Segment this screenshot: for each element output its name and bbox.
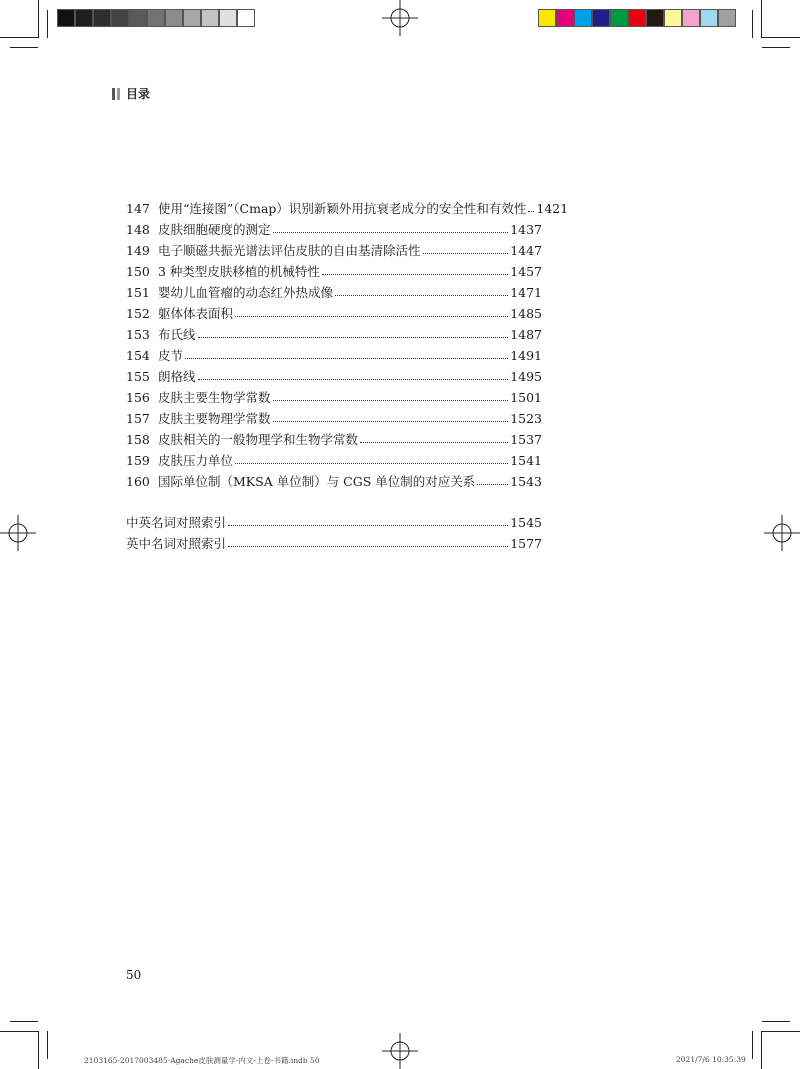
dot-leader	[477, 476, 508, 485]
toc-entry-title: 3 种类型皮肤移植的机械特性	[158, 264, 320, 279]
index-entry-title: 中英名词对照索引	[126, 515, 227, 530]
registration-mark-left	[0, 515, 36, 551]
toc-entry-page: 1495	[510, 369, 542, 384]
toc-entry-title: 国际单位制（MKSA 单位制）与 CGS 单位制的对应关系	[158, 474, 476, 489]
process-swatch	[700, 9, 718, 27]
grayscale-swatch	[237, 9, 255, 27]
dot-leader	[273, 392, 509, 401]
process-swatch	[718, 9, 736, 27]
toc-entry-title: 皮肤压力单位	[158, 453, 234, 468]
toc-entry-page: 1471	[510, 285, 542, 300]
grayscale-swatch	[147, 9, 165, 27]
toc-entry[interactable]	[126, 387, 542, 408]
toc-entry-number: 150	[126, 264, 150, 279]
toc-entry[interactable]	[126, 471, 542, 492]
process-swatch	[646, 9, 664, 27]
toc-entry-title: 皮肤主要物理学常数	[158, 411, 271, 426]
toc-entry-title: 婴幼儿血管瘤的动态红外热成像	[158, 285, 334, 300]
grayscale-swatch	[93, 9, 111, 27]
toc-entry-number: 158	[126, 432, 150, 447]
index-entry-page: 1545	[510, 515, 542, 530]
dot-leader	[235, 455, 508, 464]
toc-entry-page: 1437	[510, 222, 542, 237]
grayscale-swatch	[129, 9, 147, 27]
header-bar-marker	[112, 88, 115, 100]
toc-entry[interactable]	[126, 324, 542, 345]
toc-entry[interactable]	[126, 408, 542, 429]
toc-entry-number: 154	[126, 348, 150, 363]
process-swatch	[628, 9, 646, 27]
process-swatch	[610, 9, 628, 27]
toc-entry-page: 1541	[510, 453, 542, 468]
toc-entry-title: 躯体体表面积	[158, 306, 234, 321]
grayscale-swatch	[111, 9, 129, 27]
dot-leader	[528, 203, 534, 212]
toc-entry-page: 1485	[510, 306, 542, 321]
toc-entry-number: 160	[126, 474, 150, 489]
toc-entry[interactable]	[126, 261, 542, 282]
process-swatch	[664, 9, 682, 27]
header-title: 目录	[126, 87, 151, 101]
dot-leader	[322, 266, 508, 275]
toc-entry-title: 使用“连接图”（Cmap）识别新颖外用抗衰老成分的安全性和有效性	[158, 201, 527, 216]
toc-entry[interactable]	[126, 366, 542, 387]
dot-leader	[198, 329, 509, 338]
process-swatch	[592, 9, 610, 27]
toc-entry-title: 皮肤细胞硬度的测定	[158, 222, 271, 237]
slug-file-info: 2103165-2017003485-Agache皮肤测量学-内文-上卷-书籍.indb 50	[84, 1056, 320, 1065]
toc-entry-title: 朗格线	[158, 369, 196, 384]
dot-leader	[360, 434, 508, 443]
toc-entry-page: 1523	[510, 411, 542, 426]
dot-leader	[228, 517, 508, 526]
toc-entry[interactable]	[126, 303, 542, 324]
grayscale-swatch	[57, 9, 75, 27]
index-entry-title: 英中名词对照索引	[126, 536, 227, 551]
toc-entry-page: 1447	[510, 243, 542, 258]
dot-leader	[273, 224, 509, 233]
toc-entry-page: 1501	[510, 390, 542, 405]
toc-entry-title: 电子顺磁共振光谱法评估皮肤的自由基清除活性	[158, 243, 421, 258]
grayscale-swatch	[75, 9, 93, 27]
process-swatch	[538, 9, 556, 27]
dot-leader	[423, 245, 509, 254]
grayscale-swatch	[183, 9, 201, 27]
grayscale-swatch	[201, 9, 219, 27]
toc-entry-number: 159	[126, 453, 150, 468]
toc-entry-number: 147	[126, 201, 150, 216]
toc-entry[interactable]	[126, 219, 542, 240]
index-entry[interactable]	[126, 512, 542, 533]
process-color-bar	[538, 9, 736, 27]
toc-entry[interactable]	[126, 198, 569, 219]
index-list	[126, 512, 542, 554]
toc-entry-title: 皮肤相关的一般物理学和生物学常数	[158, 432, 359, 447]
dot-leader	[185, 350, 508, 359]
toc-entry-page: 1537	[510, 432, 542, 447]
header-bar-marker	[117, 88, 120, 100]
toc-entry-title: 皮肤主要生物学常数	[158, 390, 271, 405]
toc-entry-title: 皮节	[158, 348, 184, 363]
grayscale-swatch	[219, 9, 237, 27]
running-header	[112, 85, 150, 102]
toc-entry-number: 151	[126, 285, 150, 300]
toc-entry-number: 156	[126, 390, 150, 405]
dot-leader	[235, 308, 508, 317]
grayscale-swatch	[165, 9, 183, 27]
toc-entry[interactable]	[126, 429, 542, 450]
toc-entry[interactable]	[126, 450, 542, 471]
grayscale-color-bar	[57, 9, 255, 27]
toc-entry-number: 152	[126, 306, 150, 321]
toc-entry[interactable]	[126, 345, 542, 366]
toc-entry[interactable]	[126, 240, 542, 261]
toc-entry-page: 1491	[510, 348, 542, 363]
toc-entry-number: 149	[126, 243, 150, 258]
toc-entry-title: 布氏线	[158, 327, 196, 342]
dot-leader	[228, 538, 508, 547]
index-entry[interactable]	[126, 533, 542, 554]
toc-entry-number: 157	[126, 411, 150, 426]
index-entry-page: 1577	[510, 536, 542, 551]
slug-timestamp: 2021/7/6 10:35:39	[676, 1055, 746, 1064]
toc-entry-number: 153	[126, 327, 150, 342]
table-of-contents	[126, 198, 569, 492]
process-swatch	[556, 9, 574, 27]
toc-entry-page: 1487	[510, 327, 542, 342]
registration-mark-bottom	[382, 1033, 418, 1069]
process-swatch	[682, 9, 700, 27]
toc-entry-page: 1421	[536, 201, 569, 216]
dot-leader	[335, 287, 508, 296]
toc-entry-number: 155	[126, 369, 150, 384]
toc-entry[interactable]	[126, 282, 542, 303]
process-swatch	[574, 9, 592, 27]
dot-leader	[198, 371, 509, 380]
toc-entry-page: 1457	[510, 264, 542, 279]
toc-entry-number: 148	[126, 222, 150, 237]
page-number: 50	[126, 968, 142, 982]
registration-mark-right	[764, 515, 800, 551]
registration-mark-top	[382, 0, 418, 36]
toc-entry-page: 1543	[510, 474, 542, 489]
dot-leader	[273, 413, 509, 422]
